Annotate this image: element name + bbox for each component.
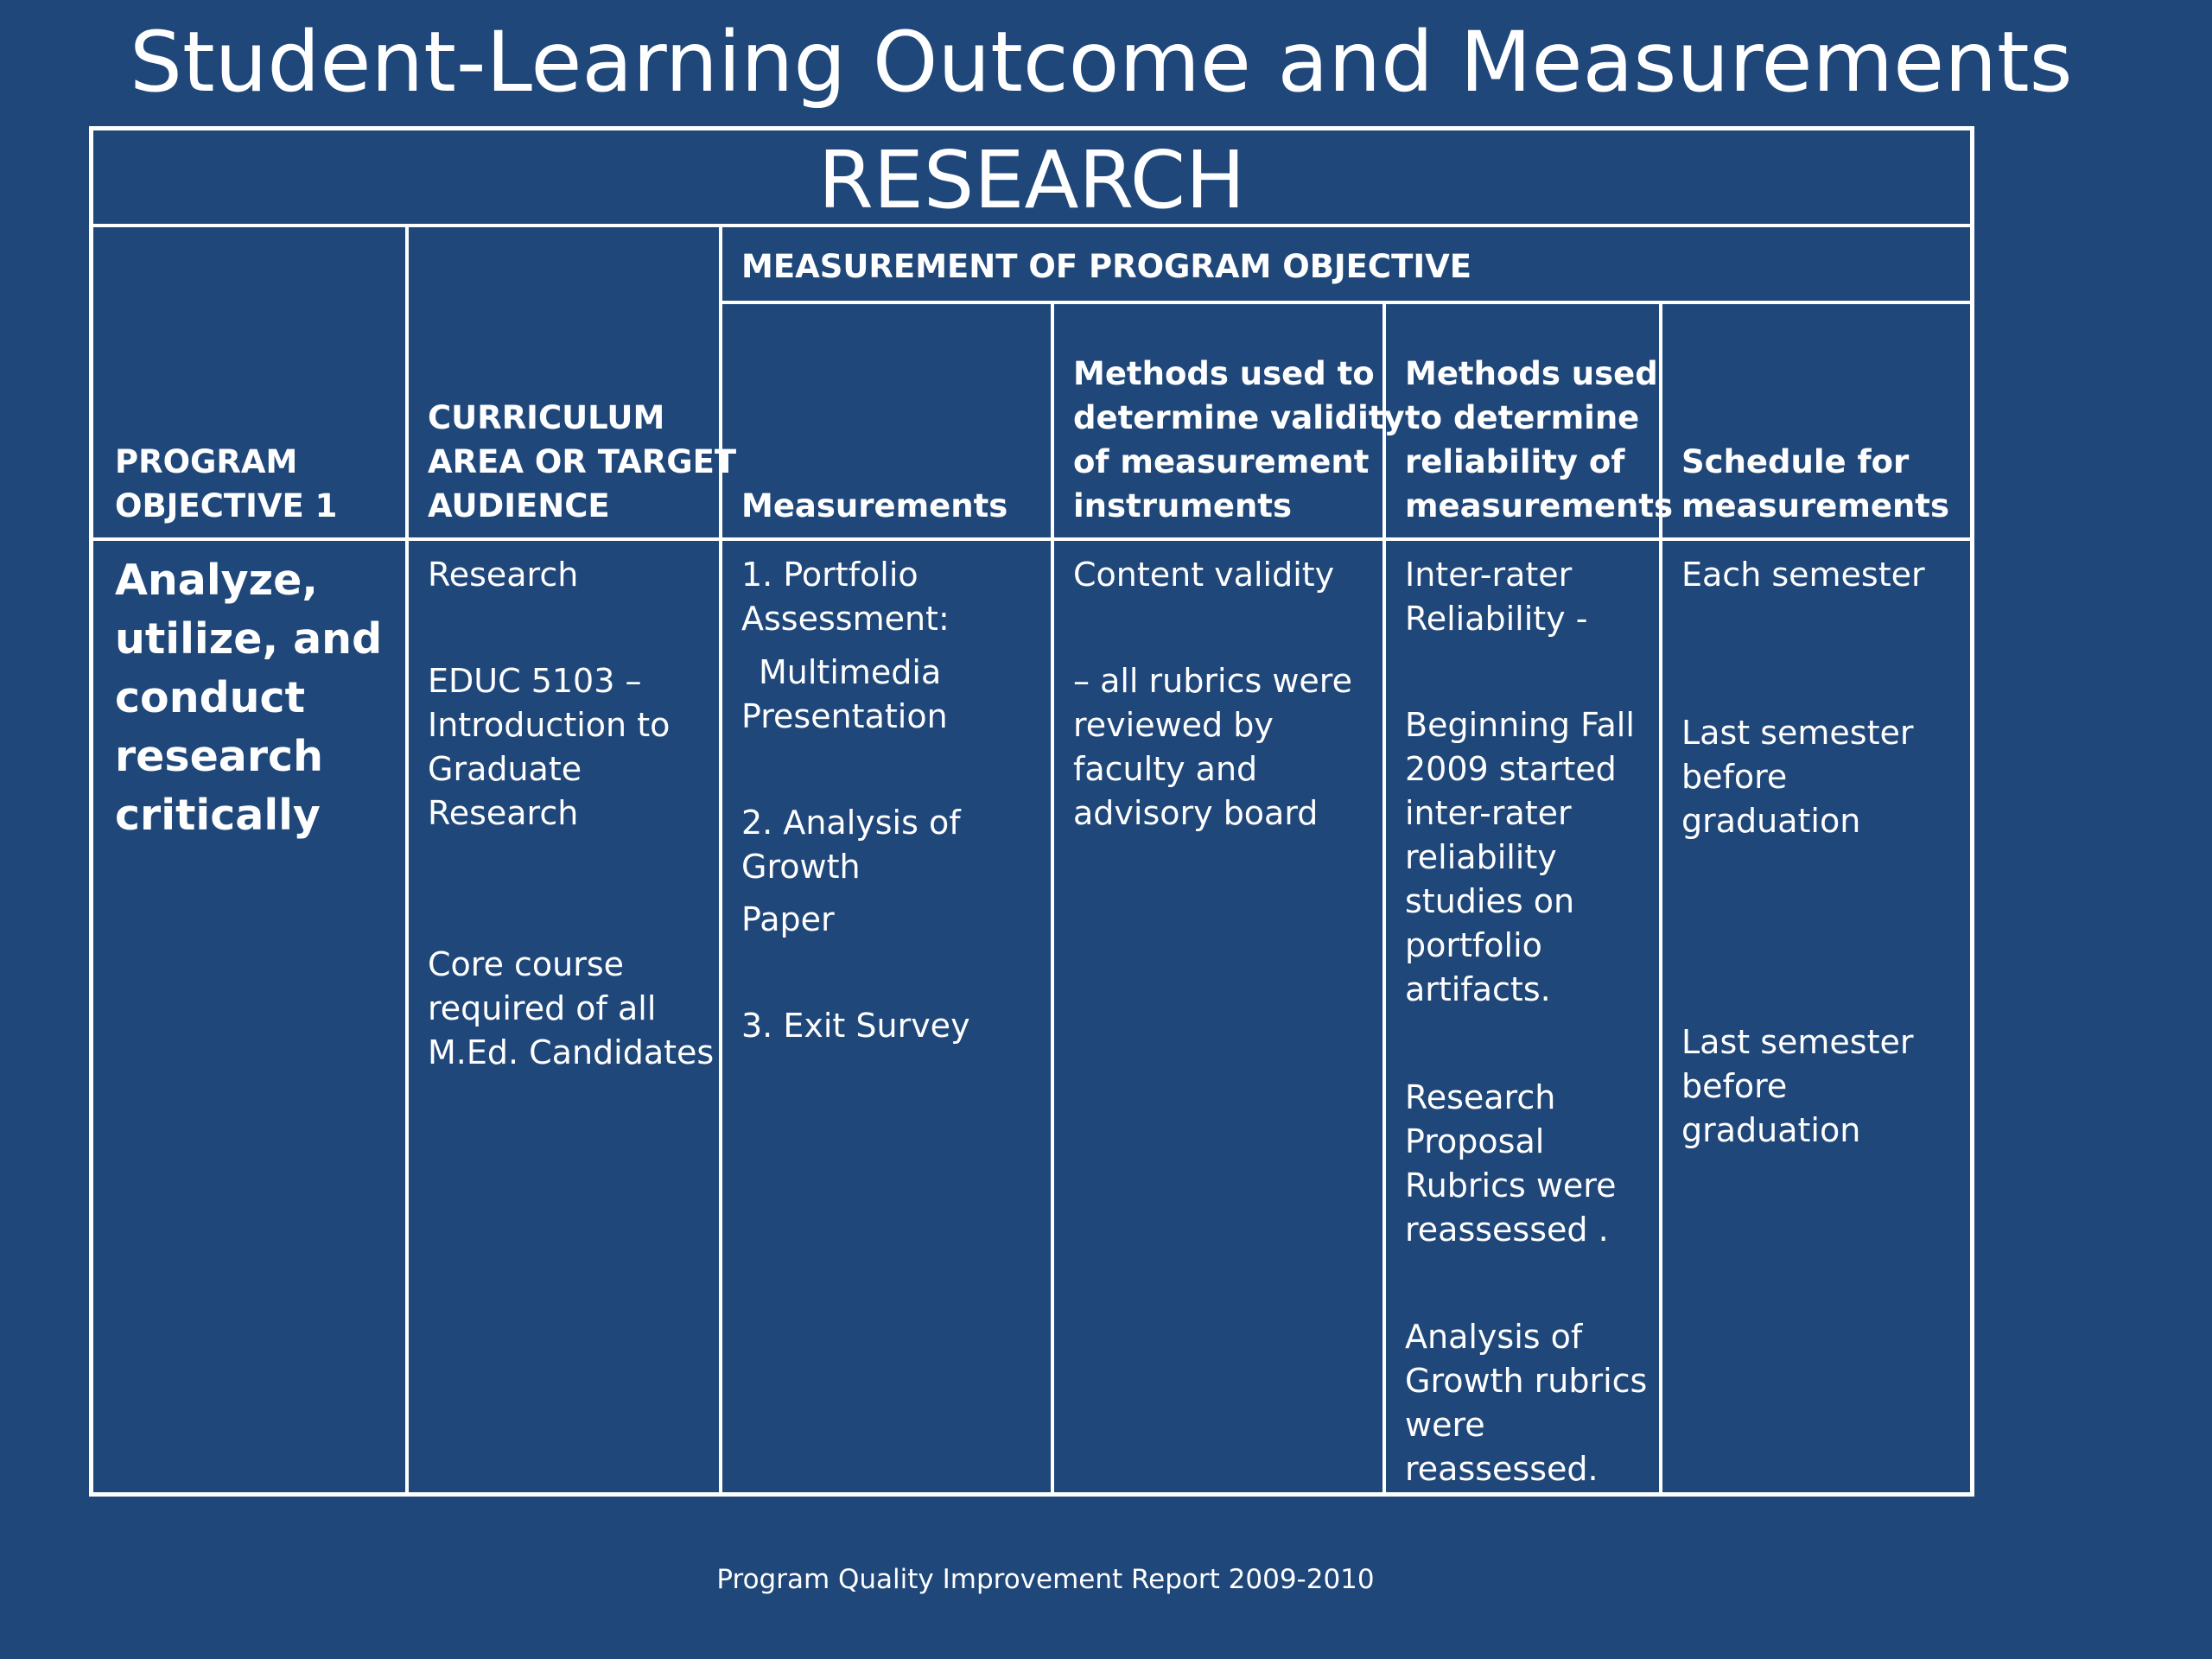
reliability-2: Beginning Fall 2009 started inter-rater reliability studies on portfolio artifacts. (1405, 706, 1635, 1008)
schedule-2: Last semester before graduation (1681, 714, 1914, 840)
measurement-2-title: 2. Analysis of Growth (741, 804, 961, 886)
reliability-4: Analysis of Growth rubrics were reassessed. (1405, 1318, 1648, 1488)
header-schedule: Schedule for measurements (1681, 443, 1950, 524)
program-objective-text: Analyze, utilize, and conduct research critically (115, 556, 383, 840)
validity-method: Content validity (1073, 556, 1335, 594)
header-validity: Methods used to determine validity of measurement instruments (1073, 355, 1405, 524)
slide-title: Student-Learning Outcome and Measurements (130, 14, 2073, 111)
measurement-1-title: 1. Portfolio Assessment: (741, 556, 950, 638)
validity-detail: – all rubrics were reviewed by faculty and advisory board (1073, 662, 1352, 832)
measurement-1-detail: Multimedia Presentation (741, 653, 948, 735)
schedule-3: Last semester before graduation (1681, 1023, 1914, 1149)
reliability-1: Inter-rater Reliability - (1405, 556, 1588, 638)
curriculum-area: Research (428, 556, 579, 594)
header-reliability: Methods used to determine reliability of measurements (1405, 355, 1674, 524)
header-program-objective: PROGRAM OBJECTIVE 1 (115, 443, 338, 524)
curriculum-note: Core course required of all M.Ed. Candidates (428, 945, 715, 1071)
header-curriculum: CURRICULUM AREA OR TARGET AUDIENCE (428, 399, 737, 524)
curriculum-course: EDUC 5103 – Introduction to Graduate Research (428, 662, 671, 832)
schedule-1: Each semester (1681, 556, 1925, 594)
table-divider (721, 301, 1970, 304)
measurement-group-header: MEASUREMENT OF PROGRAM OBJECTIVE (741, 248, 1472, 285)
reliability-3: Research Proposal Rubrics were reassessed . (1405, 1078, 1617, 1249)
table-subject: RESEARCH (817, 134, 1246, 226)
table-divider (405, 226, 409, 1492)
measurement-2-detail: Paper (741, 900, 835, 938)
measurement-3: 3. Exit Survey (741, 1007, 970, 1045)
table-divider (93, 537, 1970, 541)
table-divider (1051, 302, 1054, 1492)
footer-note: Program Quality Improvement Report 2009-2010 (716, 1564, 1375, 1595)
header-measurements: Measurements (741, 487, 1008, 524)
outcomes-table (89, 126, 1974, 1497)
